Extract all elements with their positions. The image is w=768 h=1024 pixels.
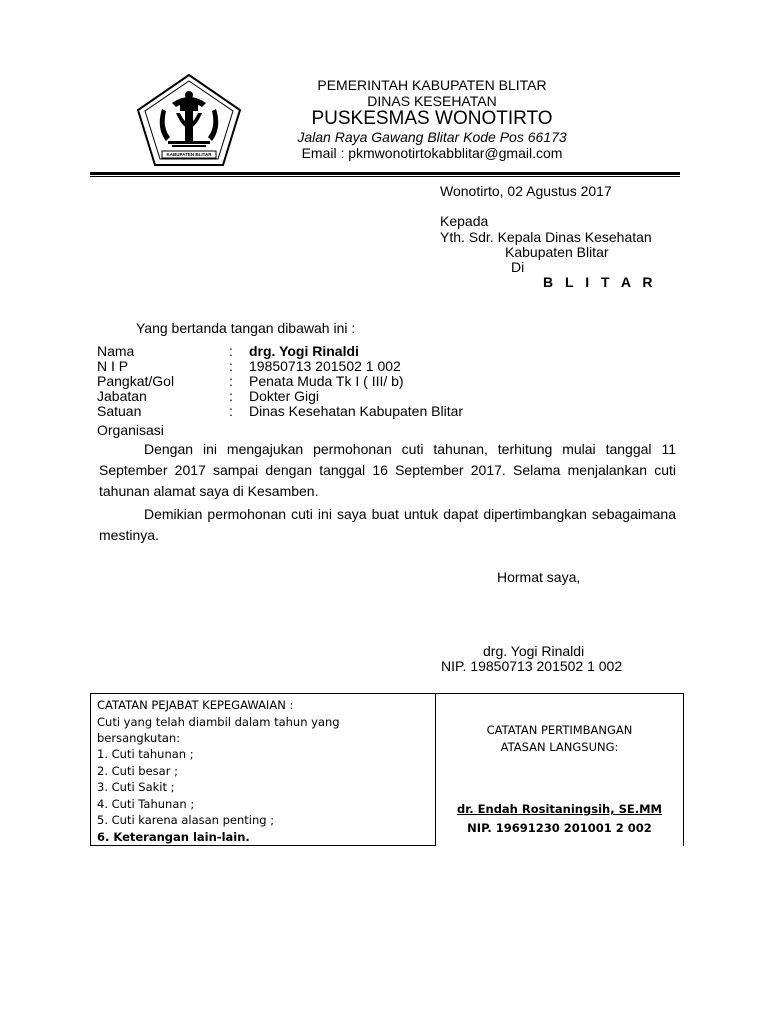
- body-paragraph-2: Demikian permohonan cuti ini saya buat untuk dapat dipertimbangkan sebagaimana mestinya.: [99, 506, 676, 543]
- identity-value: drg. Yogi Rinaldi: [249, 343, 359, 359]
- supervisor-notes-heading: ATASAN LANGSUNG:: [500, 740, 619, 754]
- organisasi-label: Organisasi: [97, 422, 164, 438]
- supervisor-notes-heading: CATATAN PERTIMBANGAN: [486, 723, 633, 737]
- personnel-notes: [97, 697, 340, 845]
- identity-value: Dokter Gigi: [249, 388, 320, 404]
- personnel-notes-desc: bersangkutan:: [97, 731, 181, 745]
- recipient-city: B L I T A R: [543, 274, 657, 290]
- box-top-border: [90, 693, 684, 694]
- logo-caption: KABUPATEN BLITAR: [166, 152, 212, 157]
- recipient-regency: Kabupaten Blitar: [505, 244, 609, 260]
- signer-name: drg. Yogi Rinaldi: [483, 643, 585, 659]
- identity-label: Nama: [97, 343, 135, 359]
- official-nip: NIP. 19691230 201001 2 002: [467, 821, 652, 835]
- personnel-notes-desc: Cuti yang telah diambil dalam tahun yang: [97, 715, 340, 729]
- identity-row: [97, 404, 597, 419]
- official-name: dr. Endah Rositaningsih, SE.MM: [457, 802, 662, 816]
- signer-nip: NIP. 19850713 201502 1 002: [441, 658, 623, 674]
- identity-label: Jabatan: [97, 388, 147, 404]
- identity-label: Pangkat/Gol: [97, 373, 175, 389]
- address-line: Jalan Raya Gawang Blitar Kode Pos 66173: [297, 129, 567, 145]
- department-line: DINAS KESEHATAN: [367, 93, 497, 109]
- supervisor-notes: [436, 722, 683, 756]
- institution-title: PUSKESMAS WONOTIRTO: [311, 108, 553, 129]
- identity-row: [97, 389, 597, 404]
- identity-label: Satuan: [97, 403, 142, 419]
- list-item: 1. Cuti tahunan ;: [97, 747, 194, 761]
- leave-type-list: [97, 746, 340, 845]
- regency-logo: [136, 73, 242, 169]
- body-paragraph-1: Dengan ini mengajukan permohonan cuti tahunan, terhitung mulai tanggal 11 September 2017 sampai dengan tanggal 16 September 2017. Selama menjalankan cuti tahunan alamat saya di Kesamben.: [99, 441, 676, 499]
- date-line: Wonotirto, 02 Agustus 2017: [440, 183, 612, 199]
- identity-label: N I P: [97, 358, 129, 374]
- list-item: 6. Keterangan lain-lain.: [97, 829, 250, 844]
- list-item: 4. Cuti Tahunan ;: [97, 796, 195, 811]
- letterhead-divider-thick: [90, 172, 680, 175]
- identity-row: [97, 344, 597, 359]
- government-line: PEMERINTAH KABUPATEN BLITAR: [317, 77, 547, 93]
- identity-colon: :: [229, 373, 233, 389]
- identity-row: [97, 374, 597, 389]
- list-item: 2. Cuti besar ;: [97, 763, 178, 778]
- identity-row: [97, 359, 597, 374]
- box-right-border: [683, 693, 684, 846]
- box-left-border: [90, 693, 91, 846]
- email-line: Email : pkmwonotirtokabblitar@gmail.com: [301, 145, 563, 161]
- identity-colon: :: [229, 358, 233, 374]
- identity-value: Dinas Kesehatan Kabupaten Blitar: [249, 403, 464, 419]
- list-item: 3. Cuti Sakit ;: [97, 780, 175, 794]
- letterhead-divider-thin: [90, 176, 680, 177]
- recipient-di: Di: [511, 259, 525, 275]
- identity-colon: :: [229, 343, 233, 359]
- box-bottom-border: [90, 845, 436, 846]
- identity-colon: :: [229, 388, 233, 404]
- recipient-yth: Yth. Sdr. Kepala Dinas Kesehatan: [440, 229, 652, 245]
- identity-value: Penata Muda Tk I ( III/ b): [249, 373, 404, 389]
- list-item: 5. Cuti karena alasan penting ;: [97, 813, 275, 827]
- closing-text: Hormat saya,: [497, 569, 581, 585]
- recipient-kepada: Kepada: [440, 213, 489, 229]
- letterhead: [272, 77, 592, 161]
- identity-table: [97, 344, 597, 419]
- identity-value: 19850713 201502 1 002: [249, 358, 401, 374]
- personnel-notes-heading: CATATAN PEJABAT KEPEGAWAIAN :: [97, 698, 294, 712]
- identity-colon: :: [229, 403, 233, 419]
- intro-text: Yang bertanda tangan dibawah ini :: [136, 320, 356, 336]
